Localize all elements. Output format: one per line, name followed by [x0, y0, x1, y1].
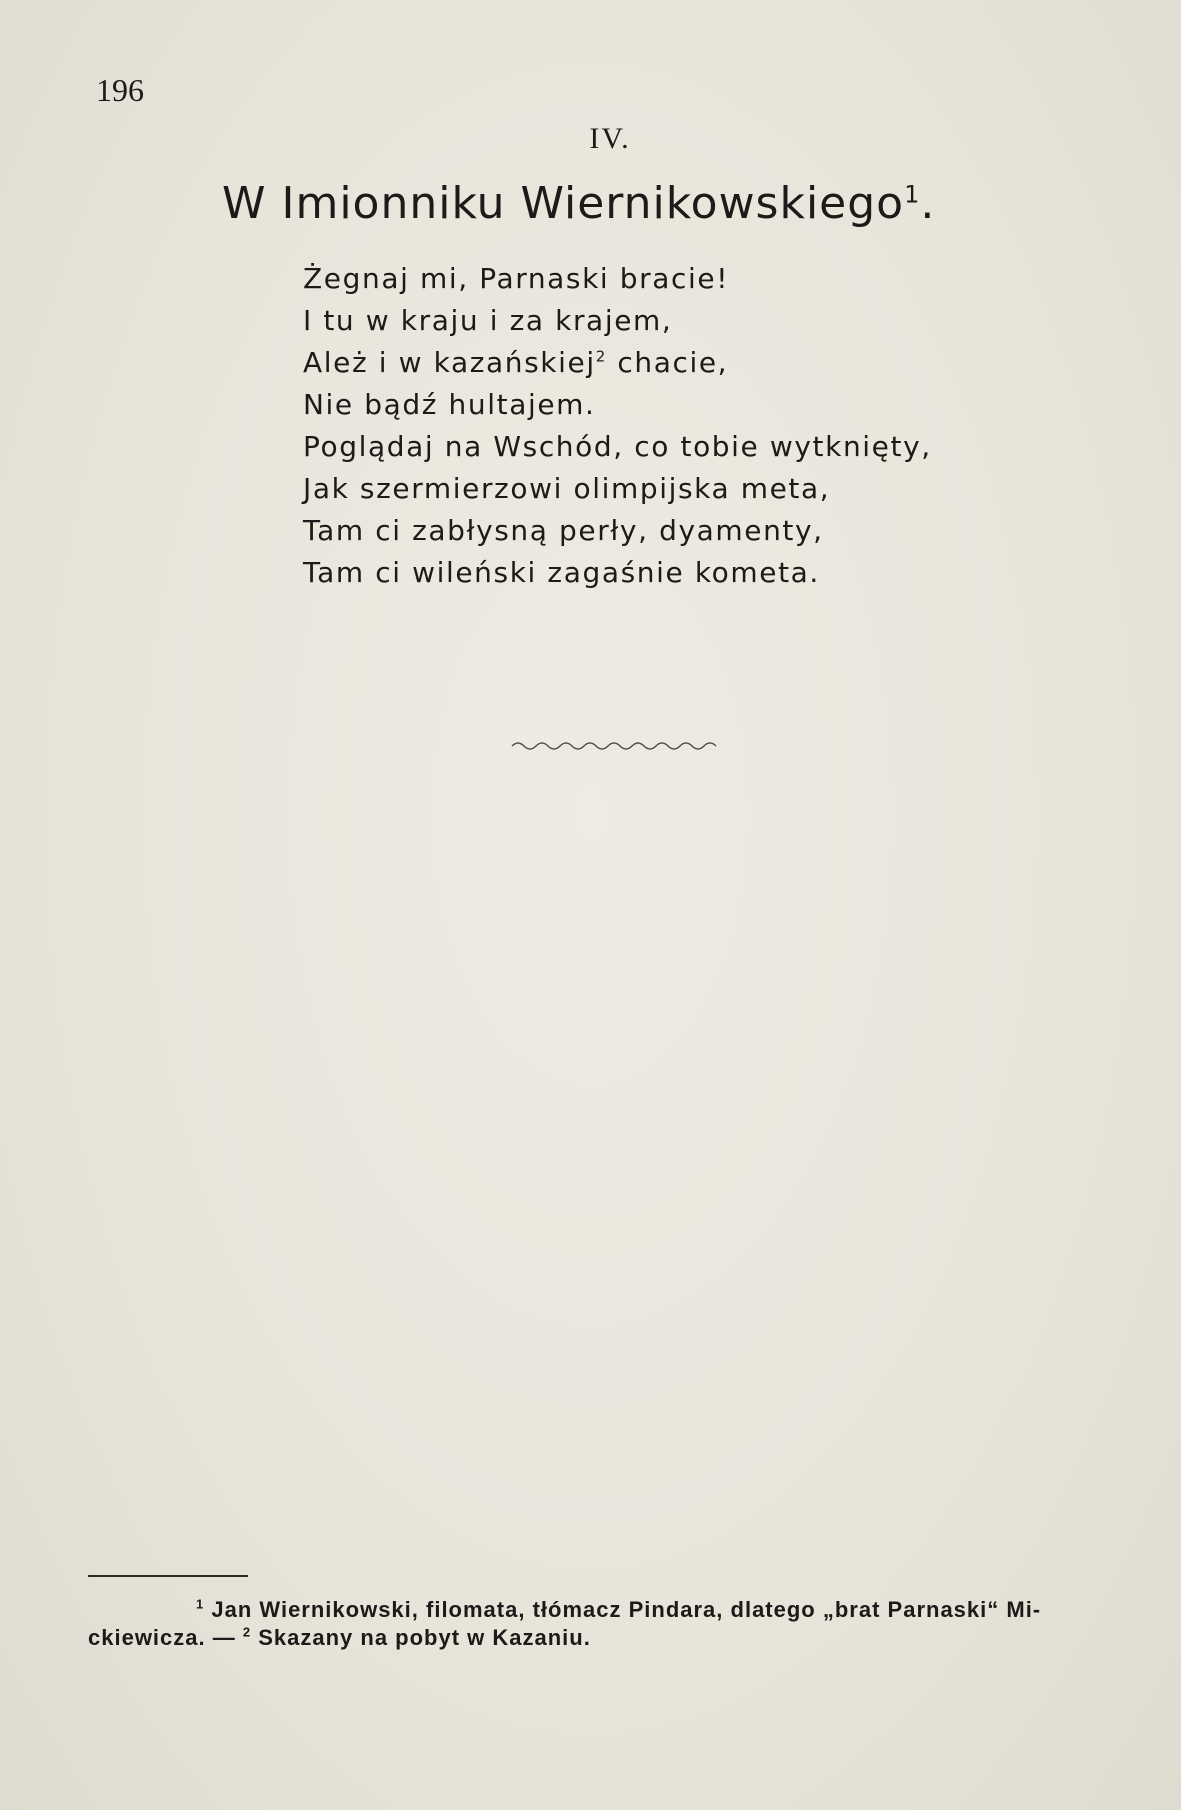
footnote-2-text: Skazany na pobyt w Kazaniu. — [258, 1625, 591, 1650]
footnote-1 — [88, 1596, 1136, 1624]
poem-line: Tam ci wileński zagaśnie kometa. — [303, 556, 820, 589]
footnote-divider — [88, 1575, 248, 1577]
poem-line: Żegnaj mi, Parnaski bracie! — [303, 262, 730, 295]
poem-line: Nie bądź hultajem. — [303, 388, 596, 421]
poem-title — [222, 178, 935, 229]
poem-line — [303, 342, 932, 384]
footnote-1-text: Jan Wiernikowski, filomata, tłómacz Pindara, dlatego „brat Parnaski“ Mi- — [211, 1597, 1042, 1622]
poem-line: I tu w kraju i za krajem, — [303, 304, 673, 337]
poem-title-text: W Imionniku Wiernikowskiego — [222, 178, 905, 229]
footnote-2-before: ckiewicza. — — [88, 1625, 243, 1650]
poem-line: Jak szermierzowi olimpijska meta, — [303, 472, 831, 505]
footnote-1-ref: 1 — [196, 1596, 205, 1612]
footnote-2-ref: 2 — [242, 1624, 252, 1640]
poem-line: Tam ci zabłysną perły, dyamenty, — [303, 514, 824, 547]
poem-line: Poglądaj na Wschód, co tobie wytknięty, — [303, 430, 932, 463]
page-number: 196 — [96, 72, 144, 108]
title-trailing: . — [920, 178, 936, 229]
footnote-2 — [88, 1624, 1136, 1652]
poem-line-after: chacie, — [606, 346, 729, 379]
poem — [303, 258, 932, 594]
wavy-ornament — [510, 738, 720, 752]
poem-footnote-ref: 2 — [595, 347, 607, 366]
section-number: IV. — [589, 122, 631, 155]
poem-line-before: Ależ i w kazańskiej — [303, 346, 596, 379]
footnotes — [88, 1596, 1136, 1652]
title-footnote-ref: 1 — [904, 180, 921, 209]
